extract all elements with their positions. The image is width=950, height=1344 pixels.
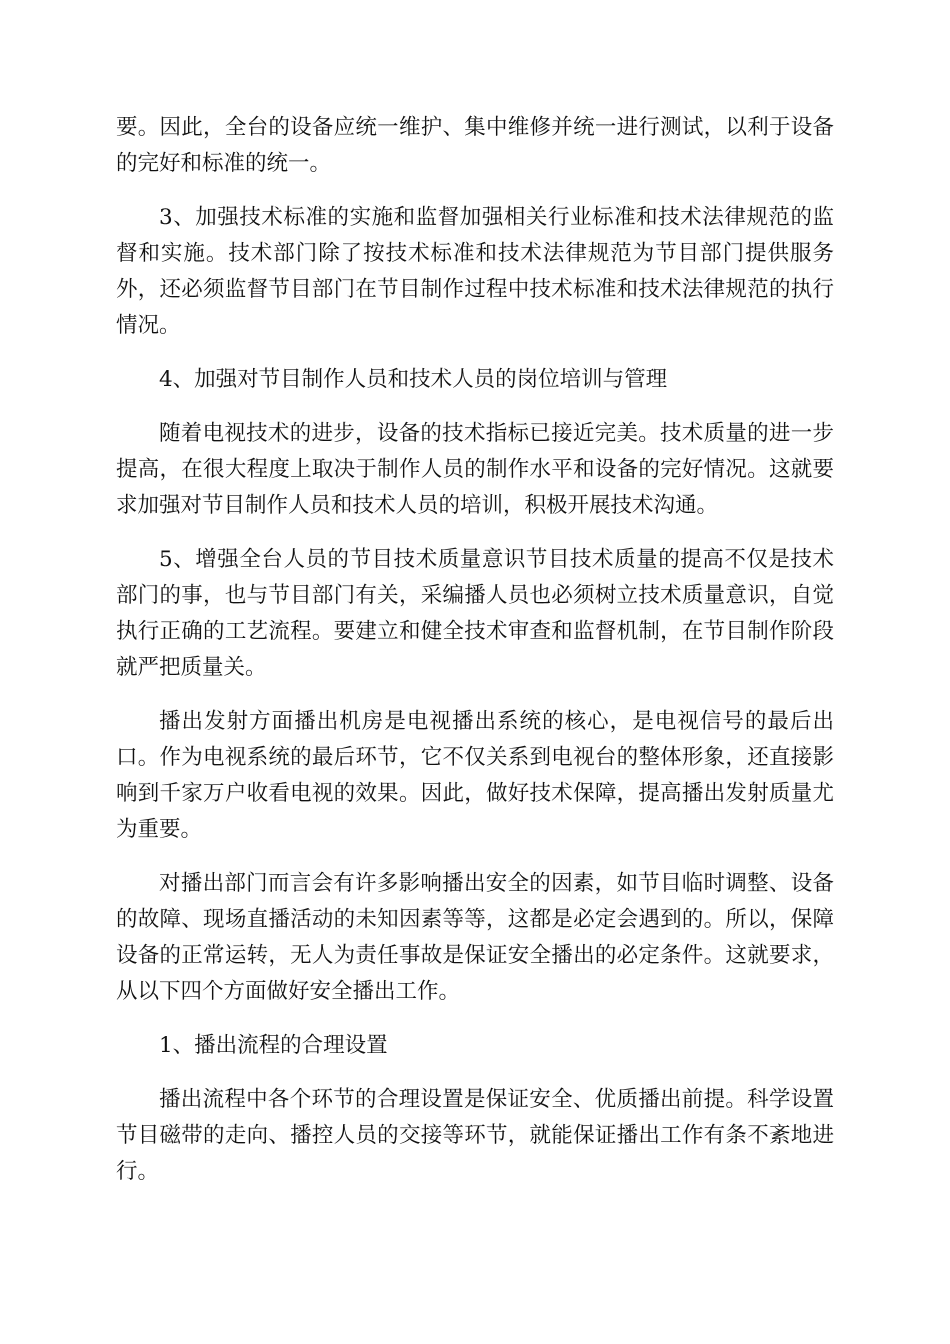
paragraph-training: 随着电视技术的进步，设备的技术指标已接近完美。技术质量的进一步提高，在很大程度上取决于制作人员的制作水平和设备的完好情况。这就要求加强对节目制作人员和技术人员的培训，积极开展技术沟通。 bbox=[116, 421, 834, 518]
paragraph-section-5: 5、增强全台人员的节目技术质量意识节目技术质量的提高不仅是技术部门的事，也与节目部门有关，采编播人员也必须树立技术质量意识，自觉执行正确的工艺流程。要建立和健全技术审查和监督机制，在节目制作阶段就严把质量关。 bbox=[116, 547, 834, 680]
paragraph-continuation: 要。因此，全台的设备应统一维护、集中维修并统一进行测试，以利于设备的完好和标准的统一。 bbox=[116, 115, 834, 176]
paragraph-broadcast-transmission: 播出发射方面播出机房是电视播出系统的核心，是电视信号的最后出口。作为电视系统的最后环节，它不仅关系到电视台的整体形象，还直接影响到千家万户收看电视的效果。因此，做好技术保障，提高播出发射质量尤为重要。 bbox=[116, 709, 834, 842]
paragraph-process-setup: 播出流程中各个环节的合理设置是保证安全、优质播出前提。科学设置节目磁带的走向、播控人员的交接等环节，就能保证播出工作有条不紊地进行。 bbox=[116, 1087, 834, 1184]
paragraph-section-1-heading: 1、播出流程的合理设置 bbox=[159, 1033, 388, 1058]
paragraph-section-3: 3、加强技术标准的实施和监督加强相关行业标准和技术法律规范的监督和实施。技术部门除了按技术标准和技术法律规范为节目部门提供服务外，还必须监督节目部门在节目制作过程中技术标准和技术法律规范的执行情况。 bbox=[116, 205, 834, 338]
paragraph-broadcast-safety: 对播出部门而言会有许多影响播出安全的因素，如节目临时调整、设备的故障、现场直播活动的未知因素等等，这都是必定会遇到的。所以，保障设备的正常运转，无人为责任事故是保证安全播出的必定条件。这就要求，从以下四个方面做好安全播出工作。 bbox=[116, 871, 834, 1004]
paragraph-section-4-heading: 4、加强对节目制作人员和技术人员的岗位培训与管理 bbox=[159, 367, 668, 392]
document-body bbox=[116, 110, 834, 1208]
